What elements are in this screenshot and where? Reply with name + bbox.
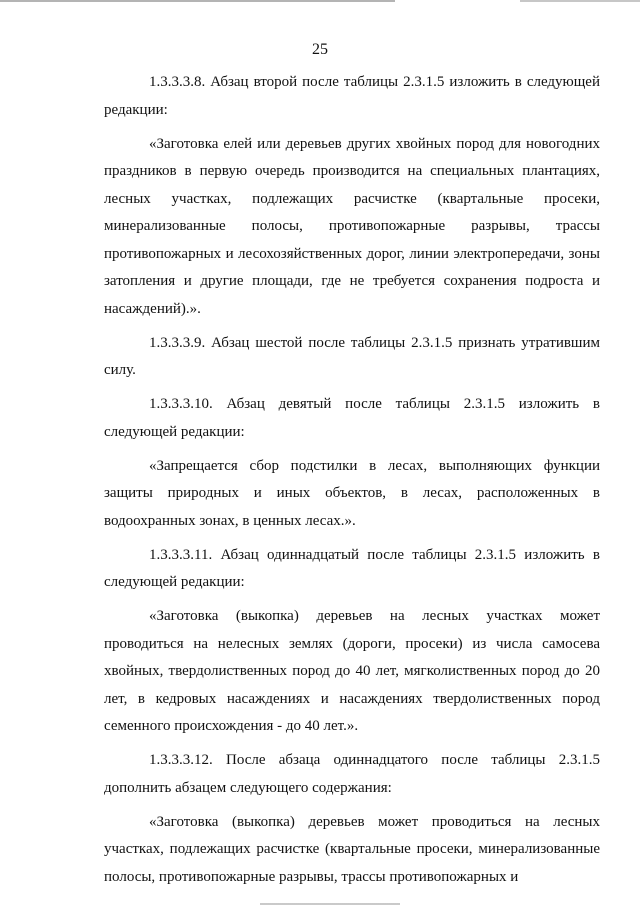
paragraph-2: «Заготовка елей или деревьев других хвойных пород для новогодних праздников в первую очередь производится на специальных плантациях, лесных участках, подлежащих расчистке (квартальные просеки, минерализованные полосы, противопожарные разрывы, трассы противопожарных и лесохозяйственных дорог, линии электропередачи, зоны затопления и другие площади, где не требуется сохранения подроста и насаждений).». xyxy=(104,135,600,317)
paragraph-5: «Запрещается сбор подстилки в лесах, выполняющих функции защиты природных и иных объектов, в лесах, расположенных в водоохранных зонах, в ценных лесах.». xyxy=(104,457,600,529)
paragraph-7: «Заготовка (выкопка) деревьев на лесных участках может проводиться на нелесных землях (дороги, просеки) из числа самосева хвойных, твердолиственных пород до 40 лет, мягколиственных пород до 20 лет, в кедровых насаждениях и насаждениях твердолиственных пород семенного происхождения - до 40 лет.». xyxy=(104,608,600,734)
paragraph-9: «Заготовка (выкопка) деревьев может проводиться на лесных участках, подлежащих расчистке (квартальные просеки, минерализованные полосы, противопожарные разрывы, трассы противопожарных и xyxy=(104,813,600,885)
paragraph-8: 1.3.3.3.12. После абзаца одиннадцатого после таблицы 2.3.1.5 дополнить абзацем следующего содержания: xyxy=(104,752,600,796)
paragraph-4: 1.3.3.3.10. Абзац девятый после таблицы 2.3.1.5 изложить в следующей редакции: xyxy=(104,396,600,440)
paragraph-6: 1.3.3.3.11. Абзац одиннадцатый после таблицы 2.3.1.5 изложить в следующей редакции: xyxy=(104,546,600,590)
paragraph-3: 1.3.3.3.9. Абзац шестой после таблицы 2.3.1.5 признать утратившим силу. xyxy=(104,334,600,378)
scan-edge-top xyxy=(0,0,640,2)
document-body xyxy=(104,69,600,898)
paragraph-1: 1.3.3.3.8. Абзац второй после таблицы 2.3.1.5 изложить в следующей редакции: xyxy=(104,74,600,118)
page-number: 25 xyxy=(312,41,328,58)
